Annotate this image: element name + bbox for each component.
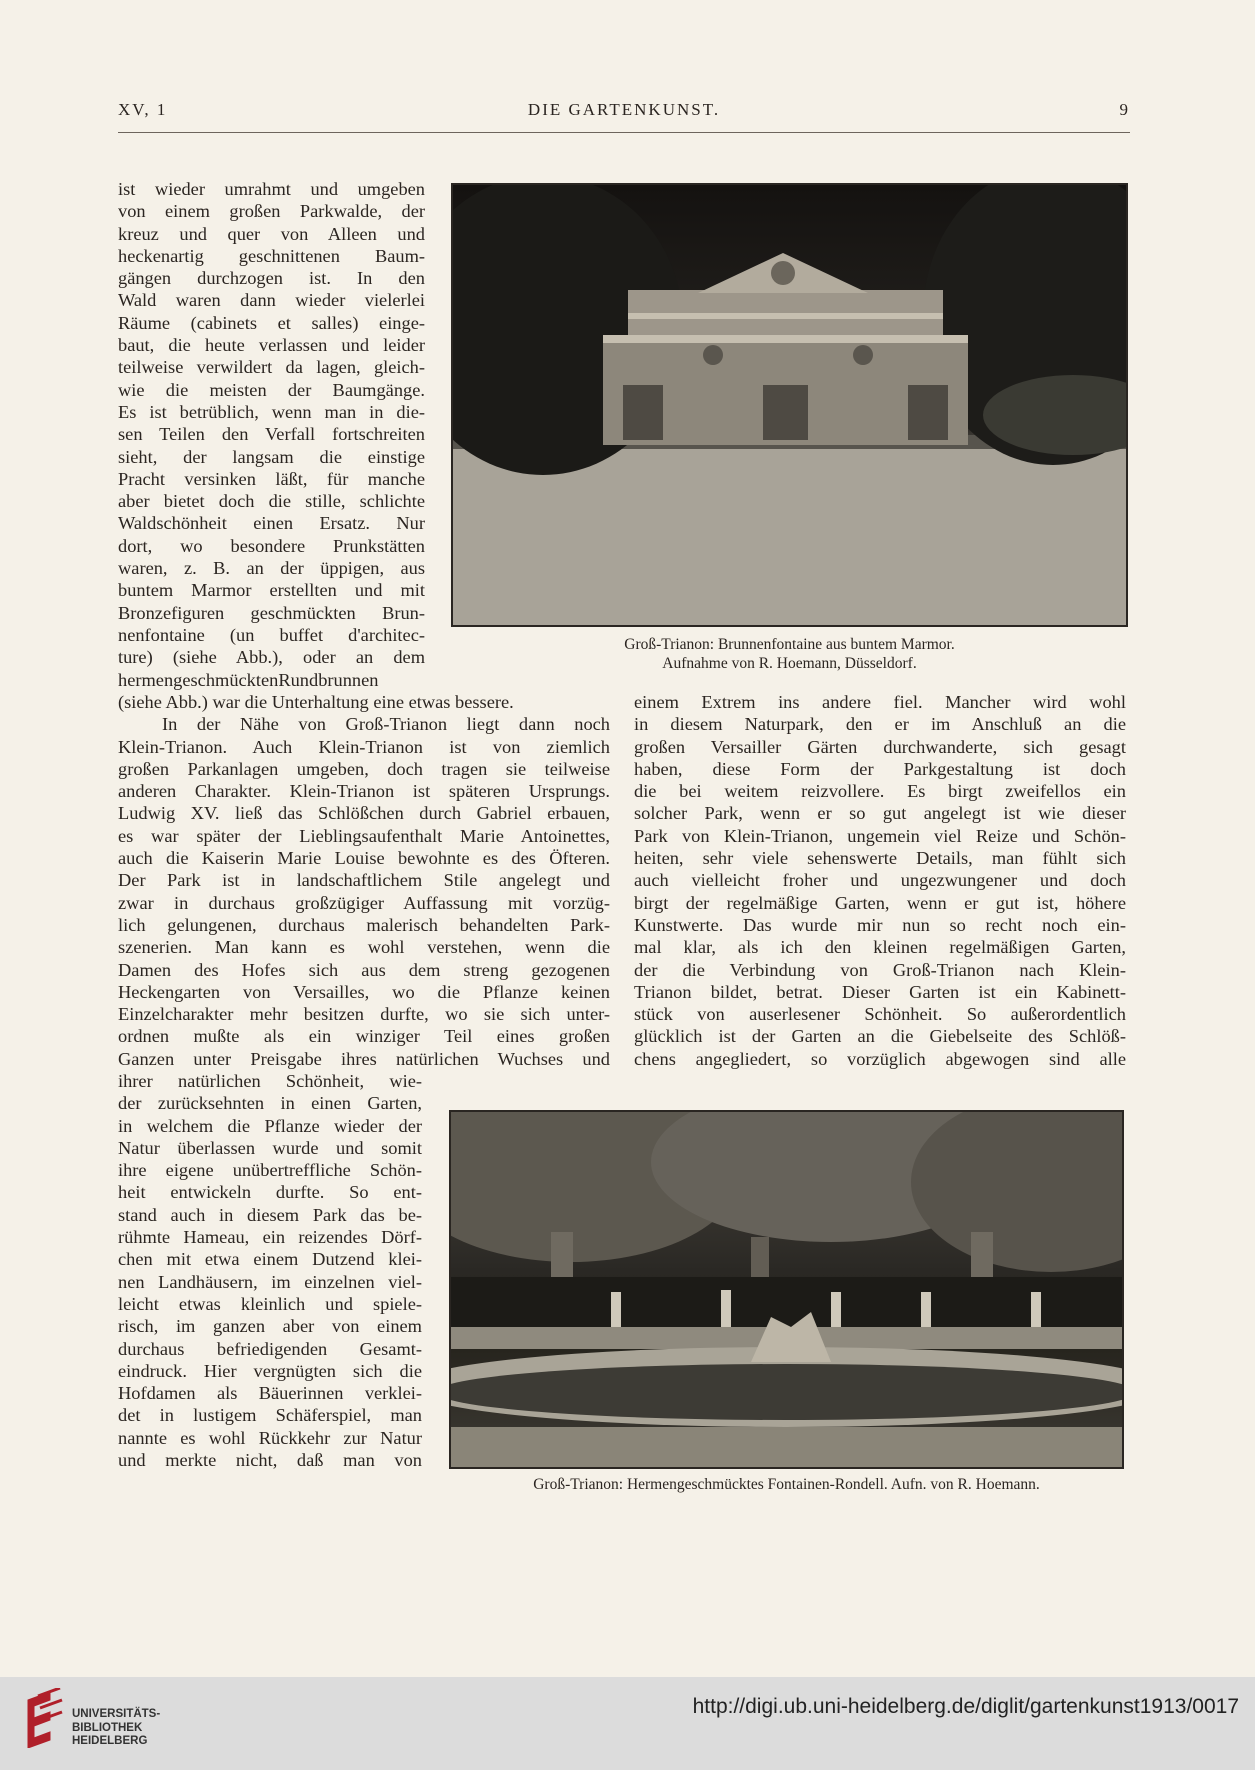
text-line: Ludwig XV. ließ das Schlößchen durch Gabriel erbauen, xyxy=(118,803,610,824)
caption-line-2: Aufnahme von R. Hoemann, Düsseldorf. xyxy=(662,655,917,672)
text-line: solcher Park, wenn er so gut angelegt ist wie dieser xyxy=(634,803,1126,824)
text-line: Hofdamen als Bäuerinnen verklei- xyxy=(118,1383,422,1404)
text-line: zwar in durchaus großzügiger Auffassung mit vorzüg- xyxy=(118,892,610,913)
text-line: det in lustigem Schäferspiel, man xyxy=(118,1405,422,1426)
text-line: buntem Marmor erstellten und mit xyxy=(118,580,425,601)
text-column-top-left xyxy=(118,178,425,691)
photo-fountain-rondell xyxy=(449,1110,1124,1469)
library-name-line-1: UNIVERSITÄTS- xyxy=(72,1708,161,1720)
text-line: durchaus befriedigenden Gesamt- xyxy=(118,1338,422,1359)
text-column-bottom-left xyxy=(118,1070,422,1471)
text-line: (siehe Abb.) war die Unterhaltung eine etwas bessere. xyxy=(118,692,514,712)
journal-title: DIE GARTENKUNST. xyxy=(527,100,721,119)
text-line: der zurücksehnten in einen Garten, xyxy=(118,1093,422,1114)
text-line: von einem großen Parkwalde, der xyxy=(118,201,425,222)
text-line: Natur überlassen wurde und somit xyxy=(118,1137,422,1158)
text-line: in welchem die Pflanze wieder der xyxy=(118,1115,422,1136)
text-line: Klein-Trianon. Auch Klein-Trianon ist von ziemlich xyxy=(118,736,610,757)
rondell-photo-image xyxy=(451,1112,1122,1467)
figure-caption-top xyxy=(451,635,1128,673)
page-number: 9 xyxy=(1119,100,1130,119)
text-line: ture) (siehe Abb.), oder an dem xyxy=(118,647,425,668)
text-line: ihrer natürlichen Schönheit, wie- xyxy=(118,1071,422,1091)
text-line: Park von Klein-Trianon, ungemein viel Reize und Schön- xyxy=(634,825,1126,846)
text-line: in diesem Naturpark, den er im Anschluß an die xyxy=(634,714,1126,735)
text-line: der die Verbindung von Groß-Trianon nach Klein- xyxy=(634,959,1126,980)
text-line: rühmte Hameau, ein reizendes Dörf- xyxy=(118,1227,422,1248)
text-column-mid-left xyxy=(118,691,610,1070)
text-line: Pracht versinken läßt, für manche xyxy=(118,468,425,489)
text-line: heit entwickeln durfte. So ent- xyxy=(118,1182,422,1203)
text-line: nen Landhäusern, im einzelnen viel- xyxy=(118,1271,422,1292)
text-line: einem Extrem ins andere fiel. Mancher wird wohl xyxy=(634,692,1126,712)
text-line: haben, diese Form der Parkgestaltung ist doch xyxy=(634,758,1126,779)
text-line: kreuz und quer von Alleen und xyxy=(118,223,425,244)
text-line: großen Parkanlagen umgeben, doch tragen sie teilweise xyxy=(118,758,610,779)
text-line: nannte es wohl Rückkehr zur Natur xyxy=(118,1427,422,1448)
text-line: glücklich ist der Garten an die Giebelseite des Schlöß- xyxy=(634,1026,1126,1047)
text-line: teilweise verwildert da lagen, gleich- xyxy=(118,357,425,378)
text-column-right xyxy=(634,691,1126,1070)
text-line: ist wieder umrahmt und umgeben xyxy=(118,179,425,199)
text-line: chens angegliedert, so vorzüglich abgewogen sind alle xyxy=(634,1048,1126,1069)
text-line: Wald waren dann wieder vielerlei xyxy=(118,290,425,311)
text-line: sen Teilen den Verfall fortschreiten xyxy=(118,424,425,445)
text-line: stand auch in diesem Park das be- xyxy=(118,1204,422,1225)
text-line: szenerien. Man kann es wohl verstehen, wenn die xyxy=(118,937,610,958)
text-line: sieht, der langsam die einstige xyxy=(118,446,425,467)
volume-label: XV, 1 xyxy=(118,100,168,119)
text-line: In der Nähe von Groß-Trianon liegt dann noch xyxy=(162,714,610,735)
text-line: lich gelungenen, durchaus malerisch behandelten Park- xyxy=(118,914,610,935)
fountain-photo-image xyxy=(453,185,1126,625)
text-line: großen Versailler Gärten durchwanderte, sich gesagt xyxy=(634,736,1126,757)
figure-caption-bottom: Groß-Trianon: Hermengeschmücktes Fontainen-Rondell. Aufn. von R. Hoemann. xyxy=(533,1476,1040,1493)
text-line: Räume (cabinets et salles) einge- xyxy=(118,312,425,333)
source-url[interactable]: http://digi.ub.uni-heidelberg.de/diglit/gartenkunst1913/0017 xyxy=(692,1695,1239,1718)
text-line: Heckengarten von Versailles, wo die Pflanze keinen xyxy=(118,981,610,1002)
text-line: Damen des Hofes sich aus dem streng gezogenen xyxy=(118,959,610,980)
text-line: Ganzen unter Preisgabe ihres natürlichen Wuchses und xyxy=(118,1048,610,1069)
text-line: stück von auserlesener Schönheit. So außerordentlich xyxy=(634,1004,1126,1025)
text-line: ihre eigene unübertreffliche Schön- xyxy=(118,1160,422,1181)
caption-line-1: Groß-Trianon: Brunnenfontaine aus buntem Marmor. xyxy=(624,636,955,653)
text-line: heiten, sehr viele sehenswerte Details, man fühlt sich xyxy=(634,848,1126,869)
text-line: Der Park ist in landschaftlichem Stile angelegt und xyxy=(118,870,610,891)
text-line: dort, wo besondere Prunkstätten xyxy=(118,535,425,556)
library-name-line-3: HEIDELBERG xyxy=(72,1735,148,1747)
text-line: Kunstwerte. Das wurde mir nun so recht noch ein- xyxy=(634,914,1126,935)
text-line: chen mit etwa einem Dutzend klei- xyxy=(118,1249,422,1270)
header-divider xyxy=(118,132,1130,133)
text-line: risch, im ganzen aber von einem xyxy=(118,1316,422,1337)
text-line: leicht etwas kleinlich und spiele- xyxy=(118,1293,422,1314)
text-line: Es ist betrüblich, wenn man in die- xyxy=(118,401,425,422)
text-line: baut, die heute verlassen und leider xyxy=(118,335,425,356)
text-line: und merkte nicht, daß man von xyxy=(118,1450,422,1471)
text-line: eindruck. Hier vergnügten sich die xyxy=(118,1360,422,1381)
photo-marble-fountain xyxy=(451,183,1128,627)
text-line: nenfontaine (un buffet d'architec- xyxy=(118,624,425,645)
text-line: heckenartig geschnittenen Baum- xyxy=(118,245,425,266)
library-logo-icon xyxy=(20,1688,70,1748)
text-line: Trianon bildet, betrat. Dieser Garten ist ein Kabinett- xyxy=(634,981,1126,1002)
text-line: mal klar, als ich den kleinen regelmäßigen Garten, xyxy=(634,937,1126,958)
text-line: wie die meisten der Baumgänge. xyxy=(118,379,425,400)
text-line: Einzelcharakter mehr besitzen durfte, wo sie sich unter- xyxy=(118,1004,610,1025)
library-name xyxy=(72,1708,160,1749)
library-name-line-2: BIBLIOTHEK xyxy=(72,1721,143,1734)
text-line: auch vielleicht froher und ungezwungener und doch xyxy=(634,870,1126,891)
text-line: gängen durchzogen ist. In den xyxy=(118,268,425,289)
text-line: Bronzefiguren geschmückten Brun- xyxy=(118,602,425,623)
text-line: birgt der regelmäßige Garten, wenn er gut ist, höhere xyxy=(634,892,1126,913)
running-head xyxy=(118,100,1130,122)
text-line: es war später der Lieblingsaufenthalt Marie Antoinettes, xyxy=(118,825,610,846)
text-line: anderen Charakter. Klein-Trianon ist späteren Ursprungs. xyxy=(118,781,610,802)
text-line: Waldschönheit einen Ersatz. Nur xyxy=(118,513,425,534)
text-line: die bei weitem reizvollere. Es birgt zweifellos ein xyxy=(634,781,1126,802)
text-line: hermengeschmücktenRundbrunnen xyxy=(118,669,379,690)
text-line: auch die Kaiserin Marie Louise bewohnte es des Öfteren. xyxy=(118,848,610,869)
text-line: aber bietet doch die stille, schlichte xyxy=(118,491,425,512)
text-line: ordnen mußte als ein winziger Teil eines großen xyxy=(118,1026,610,1047)
text-line: waren, z. B. an der üppigen, aus xyxy=(118,558,425,579)
